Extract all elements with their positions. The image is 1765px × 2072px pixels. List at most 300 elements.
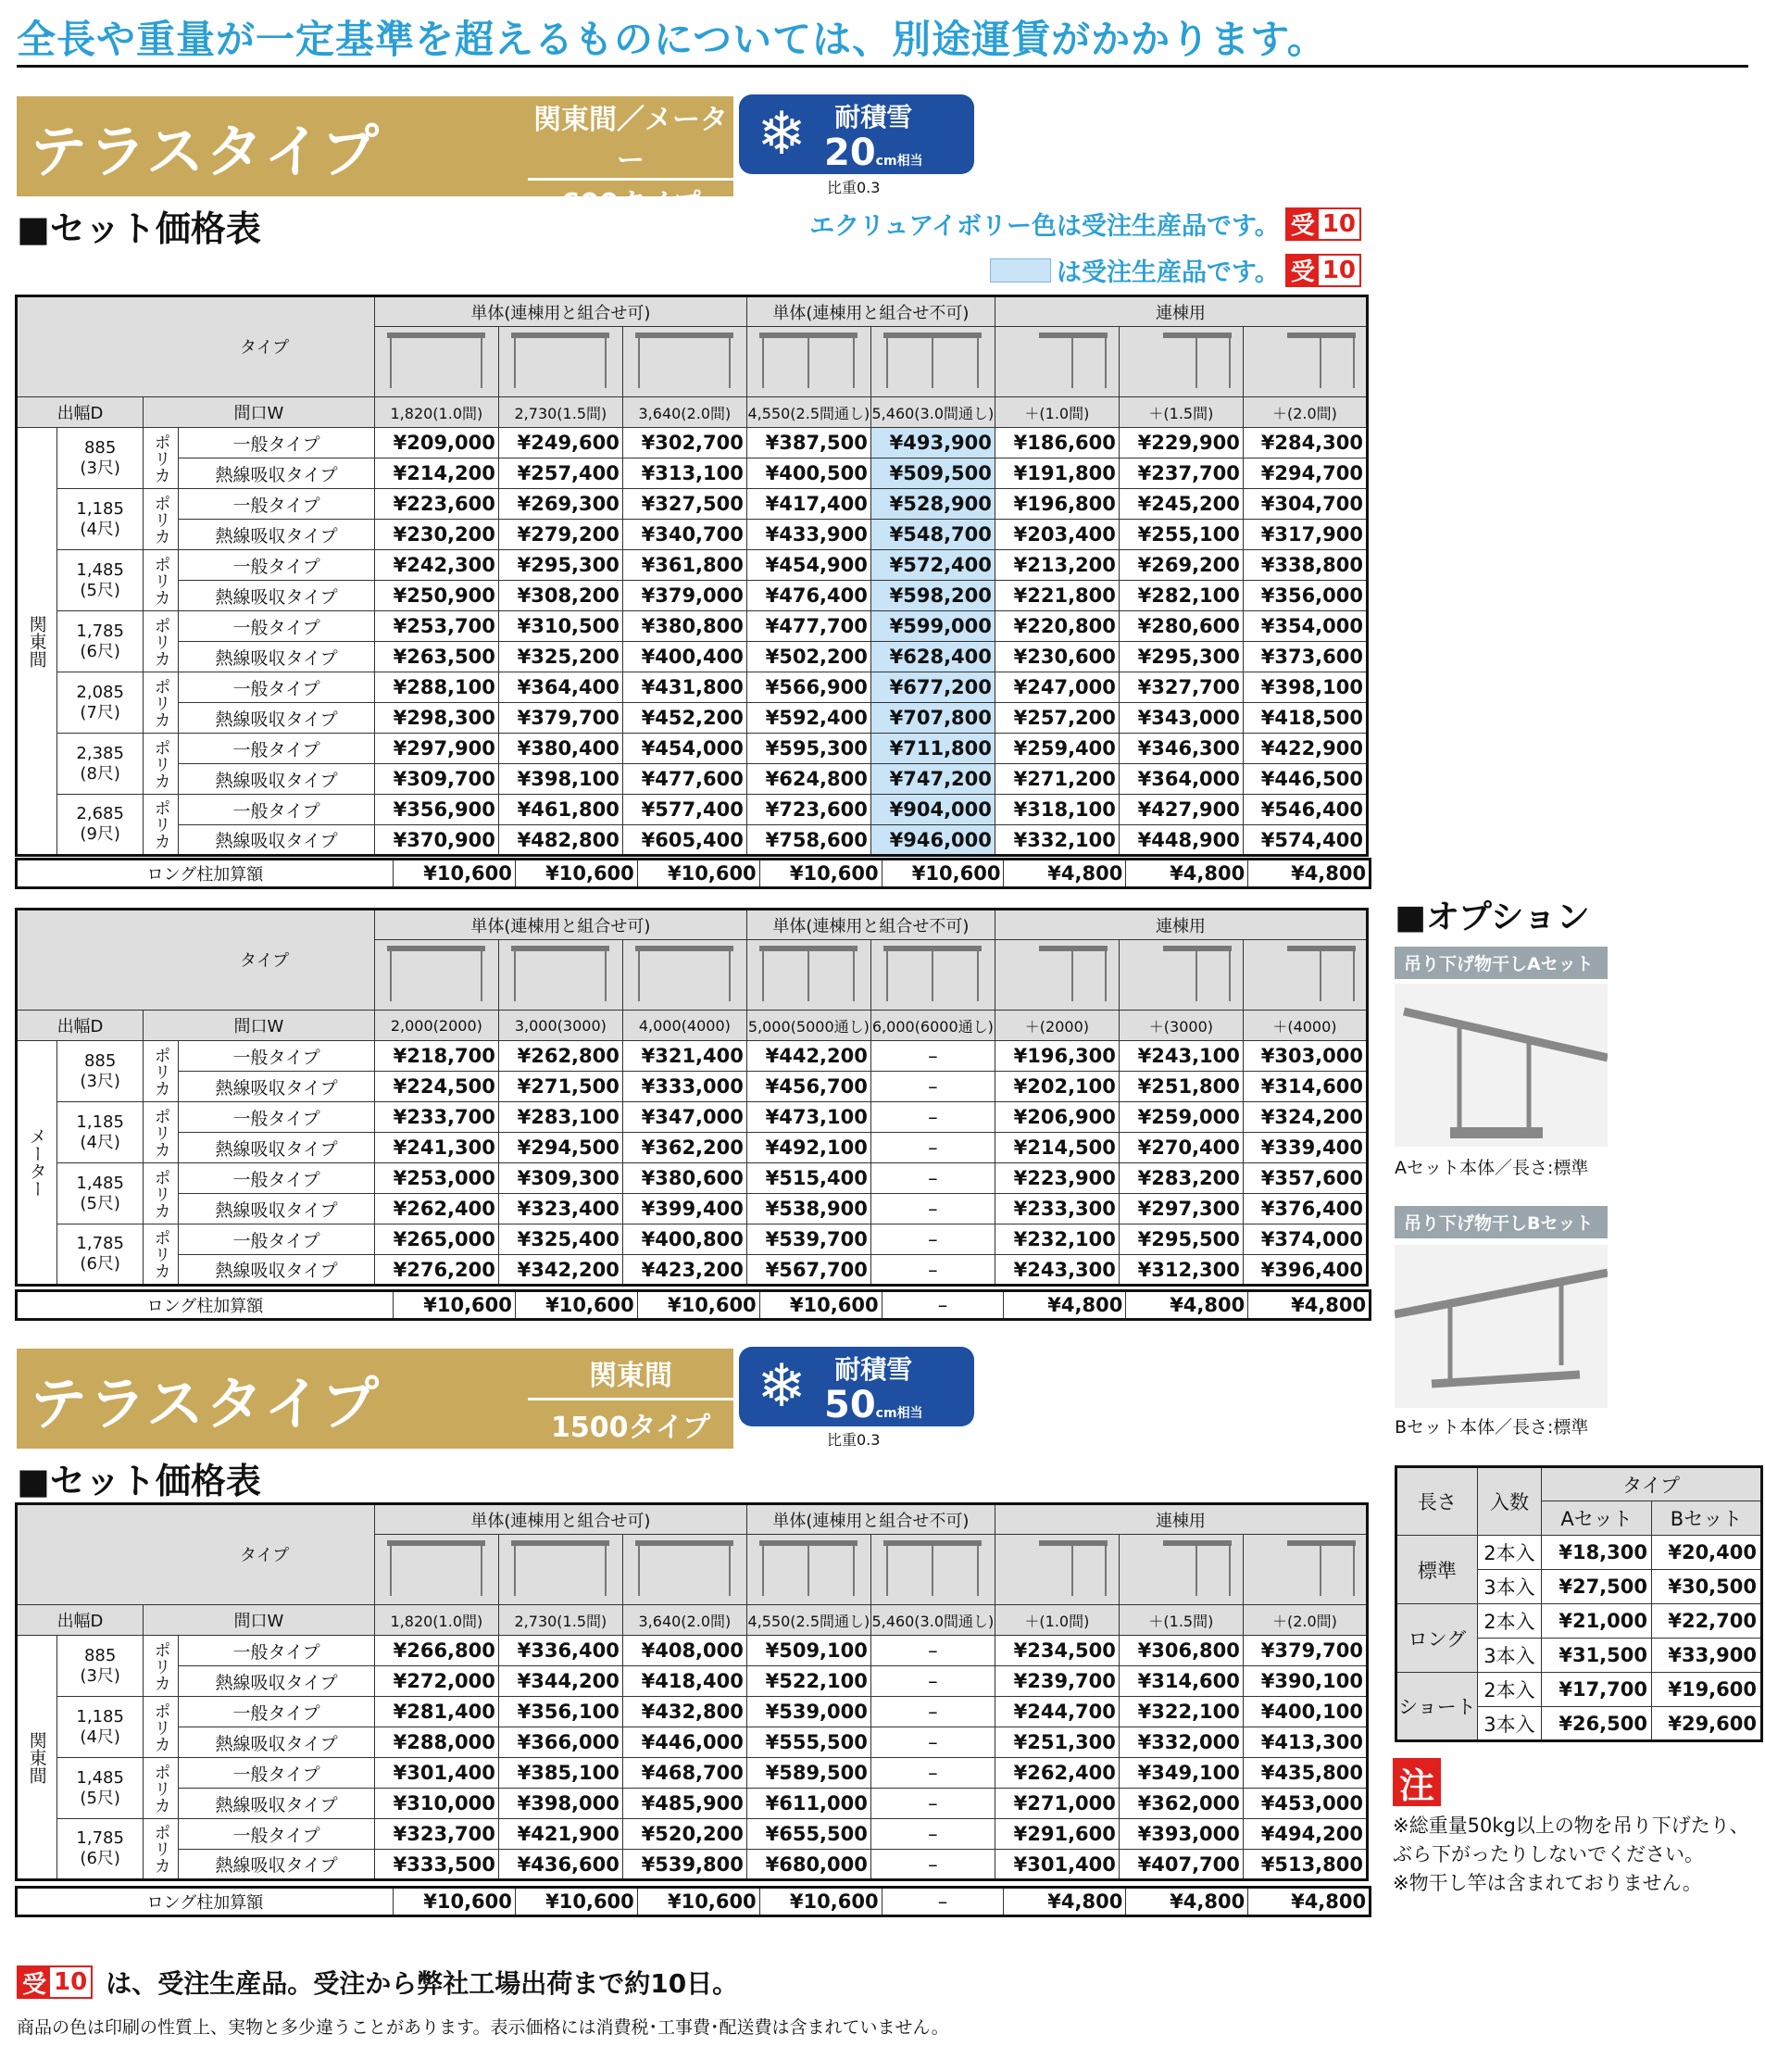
price-table [15,908,1369,1287]
price-cell: ¥624,800 [746,764,870,795]
snow-label: 耐積雪 [834,1354,913,1385]
multi-header: 連棟用 [995,1504,1367,1535]
width-header: 6,000(6000通し) [870,1011,995,1041]
depth-cell [57,489,144,550]
roof-type: 熱線吸収タイプ [179,764,375,795]
width-header: ＋(4000) [1243,1011,1367,1041]
region-label: 関東間 [17,1636,57,1880]
a-price: ¥26,500 [1542,1707,1652,1741]
price-cell: ¥295,300 [498,550,622,581]
price-cell: ¥628,400 [870,642,995,672]
frame-icon-cell [870,1535,995,1605]
table-row [17,458,1368,489]
width-header: 2,730(1.5間) [498,397,622,428]
price-cell: ¥379,000 [622,581,746,611]
width-header: 3,640(2.0間) [622,1605,746,1636]
long-post-table [15,1886,1371,1917]
frame-diagram-icon [878,1535,987,1600]
b-price: ¥30,500 [1652,1570,1762,1604]
roof-type: 一般タイプ [179,1224,375,1255]
roof-type: 熱線吸収タイプ [179,1727,375,1758]
price-cell: ¥548,700 [870,520,995,550]
table-row [17,1758,1368,1789]
material-label: ポリカ [144,428,179,489]
hanger-b-illustration [1395,1245,1608,1408]
price-cell: ¥374,000 [1243,1224,1367,1255]
price-cell: ¥592,400 [746,703,870,734]
snow-unit: cm [875,154,897,169]
price-cell: ¥202,100 [995,1072,1119,1102]
table-row [17,672,1368,703]
price-cell: ¥262,800 [498,1041,622,1072]
table-row [17,1041,1368,1072]
price-cell: ¥509,100 [746,1636,870,1666]
depth-cell [57,672,144,734]
price-cell: ¥398,100 [1243,672,1367,703]
table-row [17,581,1368,611]
price-cell: ¥347,000 [622,1102,746,1133]
long-post-price: ¥10,600 [637,860,759,888]
price-cell: ¥313,100 [622,458,746,489]
depth-cell [57,1224,144,1286]
depth-shaku: (4尺) [80,1132,120,1152]
frame-icon-cell [622,940,746,1011]
qty-cell: 3本入 [1477,1639,1541,1673]
material-label: ポリカ [144,672,179,734]
depth-cell [57,1636,144,1697]
price-cell: ¥436,600 [498,1850,622,1880]
price-cell: ¥251,300 [995,1727,1119,1758]
b-price: ¥20,400 [1652,1536,1762,1570]
roof-type: 熱線吸収タイプ [179,825,375,856]
price-cell: ¥233,700 [374,1102,498,1133]
order-badge-u: 受 [1287,256,1319,285]
a-price: ¥27,500 [1542,1570,1652,1604]
long-post-label: ロング柱加算額 [17,1888,394,1916]
price-cell: ¥589,500 [746,1758,870,1789]
price-cell: ¥758,600 [746,825,870,856]
width-header: ＋(1.0間) [995,1605,1119,1636]
single-combinable-header: 単体(連棟用と組合せ可) [374,910,746,940]
price-cell: ¥539,000 [746,1697,870,1727]
depth-shaku: (6尺) [80,641,120,661]
price-cell: ¥723,600 [746,795,870,825]
frame-icon-cell [1119,940,1243,1011]
price-cell: ¥317,900 [1243,520,1367,550]
table-row [17,1697,1368,1727]
depth-value: 885 [83,1050,117,1071]
type-header: タイプ [1542,1467,1762,1501]
price-cell: ¥482,800 [498,825,622,856]
table-row [17,1194,1368,1224]
price-cell: ¥220,800 [995,611,1119,642]
table-row [17,428,1368,458]
frame-icon-cell [498,940,622,1011]
long-post-price: – [882,1291,1004,1320]
price-cell: ¥417,400 [746,489,870,520]
price-cell: ¥655,500 [746,1819,870,1850]
price-cell: ¥247,000 [995,672,1119,703]
price-cell: ¥373,600 [1243,642,1367,672]
qty-cell: 3本入 [1477,1707,1541,1741]
multi-header: 連棟用 [995,910,1367,940]
price-cell: ¥379,700 [1243,1636,1367,1666]
frame-diagram-icon [1126,940,1235,1005]
price-cell: ¥546,400 [1243,795,1367,825]
depth-shaku: (6尺) [80,1849,120,1868]
price-cell: ¥283,100 [498,1102,622,1133]
price-cell: ¥339,400 [1243,1133,1367,1163]
price-cell: – [870,1758,995,1789]
price-cell: ¥711,800 [870,734,995,764]
table-row [17,1163,1368,1194]
material-label: ポリカ [144,1758,179,1819]
table-row [17,1072,1368,1102]
b-set-header: Bセット [1652,1501,1762,1536]
price-cell: ¥342,200 [498,1255,622,1286]
long-post-price: ¥4,800 [1004,1291,1126,1320]
price-cell: ¥242,300 [374,550,498,581]
width-header: ＋(3000) [1119,1011,1243,1041]
price-cell: ¥325,400 [498,1224,622,1255]
long-post-price: – [882,1888,1004,1916]
long-post-price: ¥10,600 [394,1888,516,1916]
roof-type: 熱線吸収タイプ [179,1789,375,1819]
price-cell: ¥196,800 [995,489,1119,520]
price-cell: – [870,1041,995,1072]
price-cell: ¥413,300 [1243,1727,1367,1758]
price-cell: ¥502,200 [746,642,870,672]
roof-type: 一般タイプ [179,1758,375,1789]
price-cell: ¥446,000 [622,1727,746,1758]
depth-shaku: (3尺) [80,1665,120,1686]
price-cell: ¥282,100 [1119,581,1243,611]
type-label: 600タイプ [560,188,701,220]
depth-value: 1,185 [76,1111,124,1132]
price-cell: ¥221,800 [995,581,1119,611]
price-cell: ¥294,700 [1243,458,1367,489]
width-header: 3,640(2.0間) [622,397,746,428]
width-header: ＋(2.0間) [1243,1605,1367,1636]
price-cell: ¥230,600 [995,642,1119,672]
single-combinable-header: 単体(連棟用と組合せ可) [374,296,746,327]
long-post-price: ¥4,800 [1126,1888,1248,1916]
long-post-price: ¥10,600 [515,860,637,888]
price-cell: ¥393,000 [1119,1819,1243,1850]
price-cell: ¥343,000 [1119,703,1243,734]
price-cell: ¥354,000 [1243,611,1367,642]
width-header: ＋(2.0間) [1243,397,1367,428]
price-cell: ¥327,700 [1119,672,1243,703]
depth-value: 2,685 [76,804,124,823]
frame-icon-cell [1243,940,1367,1011]
specific-gravity: 比重0.3 [827,1431,881,1449]
price-cell: ¥442,200 [746,1041,870,1072]
frame-icon-cell [374,1535,498,1605]
price-cell: ¥515,400 [746,1163,870,1194]
frame-icon-cell [995,940,1119,1011]
price-cell: ¥295,500 [1119,1224,1243,1255]
frame-icon-cell [374,327,498,397]
highlight-note-text: は受注生産品です。 [1056,258,1280,287]
price-table-1 [15,295,1369,857]
width-header: 4,550(2.5間通し) [746,1605,870,1636]
frame-diagram-icon [1126,1535,1235,1600]
frame-icon-cell [746,940,870,1011]
price-cell: ¥677,200 [870,672,995,703]
roof-type: 熱線吸収タイプ [179,1194,375,1224]
length-cell: 標準 [1396,1536,1478,1604]
caution-badge: 注 [1393,1758,1441,1806]
depth-cell [57,428,144,489]
qty-cell: 2本入 [1477,1673,1541,1707]
price-cell: ¥297,900 [374,734,498,764]
price-cell: ¥310,500 [498,611,622,642]
price-cell: ¥448,900 [1119,825,1243,856]
material-label: ポリカ [144,1041,179,1102]
specific-gravity: 比重0.3 [827,179,881,196]
depth-shaku: (5尺) [80,580,120,600]
roof-type: 一般タイプ [179,672,375,703]
price-cell: ¥288,100 [374,672,498,703]
depth-shaku: (5尺) [80,1788,120,1808]
frame-diagram-icon [506,1535,615,1600]
price-cell: ¥321,400 [622,1041,746,1072]
depth-value: 1,185 [76,1706,124,1727]
price-cell: ¥332,100 [995,825,1119,856]
material-label: ポリカ [144,1163,179,1224]
price-cell: ¥566,900 [746,672,870,703]
a-price: ¥17,700 [1542,1673,1652,1707]
price-cell: ¥494,200 [1243,1819,1367,1850]
price-cell: ¥376,400 [1243,1194,1367,1224]
price-cell: ¥250,900 [374,581,498,611]
width-header: 5,460(3.0間通し) [870,397,995,428]
a-set-header: Aセット [1542,1501,1652,1536]
price-cell: ¥477,700 [746,611,870,642]
b-price: ¥19,600 [1652,1673,1762,1707]
price-cell: ¥361,800 [622,550,746,581]
material-label: ポリカ [144,611,179,672]
type-label: 1500タイプ [551,1411,710,1444]
long-post-table [15,858,1371,889]
depth-value: 885 [83,1645,117,1665]
price-cell: ¥509,500 [870,458,995,489]
price-cell: ¥332,000 [1119,1727,1243,1758]
depth-shaku: (9尺) [80,824,120,844]
option-b-caption: Bセット本体／長さ:標準 [1395,1417,1589,1438]
snow-load-badge [739,1347,974,1426]
price-cell: ¥288,000 [374,1727,498,1758]
price-cell: ¥598,200 [870,581,995,611]
snow-sub: 相当 [896,154,923,169]
depth-cell [57,734,144,795]
price-cell: ¥370,900 [374,825,498,856]
hanger-a-illustration [1395,984,1608,1147]
price-cell: ¥263,500 [374,642,498,672]
depth-value: 1,785 [76,1234,124,1253]
qty-cell: 2本入 [1477,1604,1541,1639]
price-cell: ¥398,000 [498,1789,622,1819]
frame-icon-cell [746,327,870,397]
frame-icon-cell [746,1535,870,1605]
price-cell: ¥407,700 [1119,1850,1243,1880]
price-cell: ¥213,200 [995,550,1119,581]
frame-diagram-icon [630,1535,739,1600]
divider [17,65,1748,68]
snow-sub: 相当 [896,1406,923,1421]
price-cell: ¥539,700 [746,1224,870,1255]
roof-type: 熱線吸収タイプ [179,1255,375,1286]
width-header: 5,000(5000通し) [746,1011,870,1041]
width-header: 5,460(3.0間通し) [870,1605,995,1636]
price-cell: ¥522,100 [746,1666,870,1697]
price-cell: ¥270,400 [1119,1133,1243,1163]
width-label: 間口W [144,397,375,428]
price-cell: ¥574,400 [1243,825,1367,856]
table-row [17,1102,1368,1133]
frame-diagram-icon [1250,940,1359,1005]
price-cell: ¥271,500 [498,1072,622,1102]
category-box [528,96,733,220]
a-price: ¥18,300 [1542,1536,1652,1570]
price-table [15,295,1369,857]
terrace-type-banner: テラスタイプ [17,96,537,196]
roof-type: 熱線吸収タイプ [179,1072,375,1102]
ecru-note-text: エクリュアイボリー色は受注生産品です。 [809,212,1280,241]
price-cell: ¥435,800 [1243,1758,1367,1789]
single-noncombinable-header: 単体(連棟用と組合せ不可) [746,910,995,940]
depth-cell [57,795,144,856]
price-cell: ¥306,800 [1119,1636,1243,1666]
price-cell: ¥314,600 [1243,1072,1367,1102]
table-row [17,1636,1368,1666]
b-price: ¥22,700 [1652,1604,1762,1639]
depth-shaku: (6尺) [80,1254,120,1274]
width-header: 2,730(1.5間) [498,1605,622,1636]
roof-type: 一般タイプ [179,1819,375,1850]
price-cell: ¥232,100 [995,1224,1119,1255]
snow-value: 50 [824,1384,876,1426]
roof-type: 一般タイプ [179,550,375,581]
category-label: 関東間／メーター [533,104,728,177]
price-cell: ¥241,300 [374,1133,498,1163]
price-cell: ¥513,800 [1243,1850,1367,1880]
long-post-table [15,1289,1371,1321]
depth-shaku: (3尺) [80,1071,120,1091]
option-a-image [1395,984,1608,1147]
order-badge [17,1965,93,1999]
long-post-price: ¥10,600 [394,1291,516,1320]
snow-unit: cm [875,1406,897,1421]
order-badge [1285,254,1361,287]
table-row [17,795,1368,825]
price-cell: – [870,1072,995,1102]
price-cell: ¥356,900 [374,795,498,825]
header-corner [17,910,375,1011]
price-cell: ¥251,800 [1119,1072,1243,1102]
price-cell: ¥904,000 [870,795,995,825]
price-cell: ¥380,600 [622,1163,746,1194]
type-header: タイプ [240,951,290,971]
price-cell: – [870,1636,995,1666]
price-cell: ¥432,800 [622,1697,746,1727]
width-label: 間口W [144,1605,375,1636]
price-cell: – [870,1255,995,1286]
price-cell: ¥253,000 [374,1163,498,1194]
price-cell: ¥364,000 [1119,764,1243,795]
price-cell: – [870,1697,995,1727]
roof-type: 熱線吸収タイプ [179,1666,375,1697]
price-cell: ¥291,600 [995,1819,1119,1850]
roof-type: 一般タイプ [179,1697,375,1727]
price-cell: ¥453,000 [1243,1789,1367,1819]
order-badge [1285,207,1361,241]
price-cell: ¥209,000 [374,428,498,458]
material-label: ポリカ [144,1819,179,1880]
price-cell: ¥338,800 [1243,550,1367,581]
freight-note: 全長や重量が一定基準を超えるものについては、別途運賃がかかります。 [17,17,1327,62]
price-cell: ¥218,700 [374,1041,498,1072]
single-noncombinable-header: 単体(連棟用と組合せ不可) [746,296,995,327]
table-row [17,611,1368,642]
price-cell: – [870,1727,995,1758]
price-cell: ¥327,500 [622,489,746,520]
price-cell: ¥266,800 [374,1636,498,1666]
type-header: タイプ [240,338,290,358]
price-cell: ¥336,400 [498,1636,622,1666]
long-post-price: ¥4,800 [1004,1888,1126,1916]
price-cell: ¥528,900 [870,489,995,520]
long-post-price: ¥10,600 [637,1291,759,1320]
long-post-price: ¥4,800 [1248,860,1371,888]
price-cell: ¥309,300 [498,1163,622,1194]
table-row [17,489,1368,520]
price-cell: ¥257,200 [995,703,1119,734]
price-cell: ¥400,100 [1243,1697,1367,1727]
section-title: ■セット価格表 [17,208,261,249]
table-row [17,1666,1368,1697]
price-cell: ¥223,600 [374,489,498,520]
price-cell: ¥418,500 [1243,703,1367,734]
option-notes [1393,1812,1756,1898]
depth-shaku: (3尺) [80,458,120,478]
price-cell: ¥284,300 [1243,428,1367,458]
price-cell: ¥468,700 [622,1758,746,1789]
roof-type: 熱線吸収タイプ [179,1850,375,1880]
order-badge-n: 10 [1321,209,1356,238]
price-cell: ¥366,000 [498,1727,622,1758]
price-cell: ¥224,500 [374,1072,498,1102]
price-cell: ¥325,200 [498,642,622,672]
price-cell: ¥255,100 [1119,520,1243,550]
price-cell: ¥346,300 [1119,734,1243,764]
price-cell: ¥433,900 [746,520,870,550]
frame-diagram-icon [1250,327,1359,392]
long-post-label: ロング柱加算額 [17,1291,394,1320]
footer-line1: は、受注生産品。受注から弊社工場出荷まで約10日。 [106,1968,739,1999]
price-cell: ¥485,900 [622,1789,746,1819]
width-header: 1,820(1.0間) [374,1605,498,1636]
note-weight: ※総重量50kg以上の物を吊り下げたり、ぶら下がったりしないでください。 [1393,1815,1749,1865]
length-cell: ロング [1396,1604,1478,1673]
material-label: ポリカ [144,795,179,856]
qty-cell: 2本入 [1477,1536,1541,1570]
footer-disclaimer: 商品の色は印刷の性質上、実物と多少違うことがあります。表示価格には消費税･工事費･配送費は含まれていません。 [17,2017,949,2038]
width-header: ＋(2000) [995,1011,1119,1041]
price-cell: ¥707,800 [870,703,995,734]
price-cell: ¥423,200 [622,1255,746,1286]
